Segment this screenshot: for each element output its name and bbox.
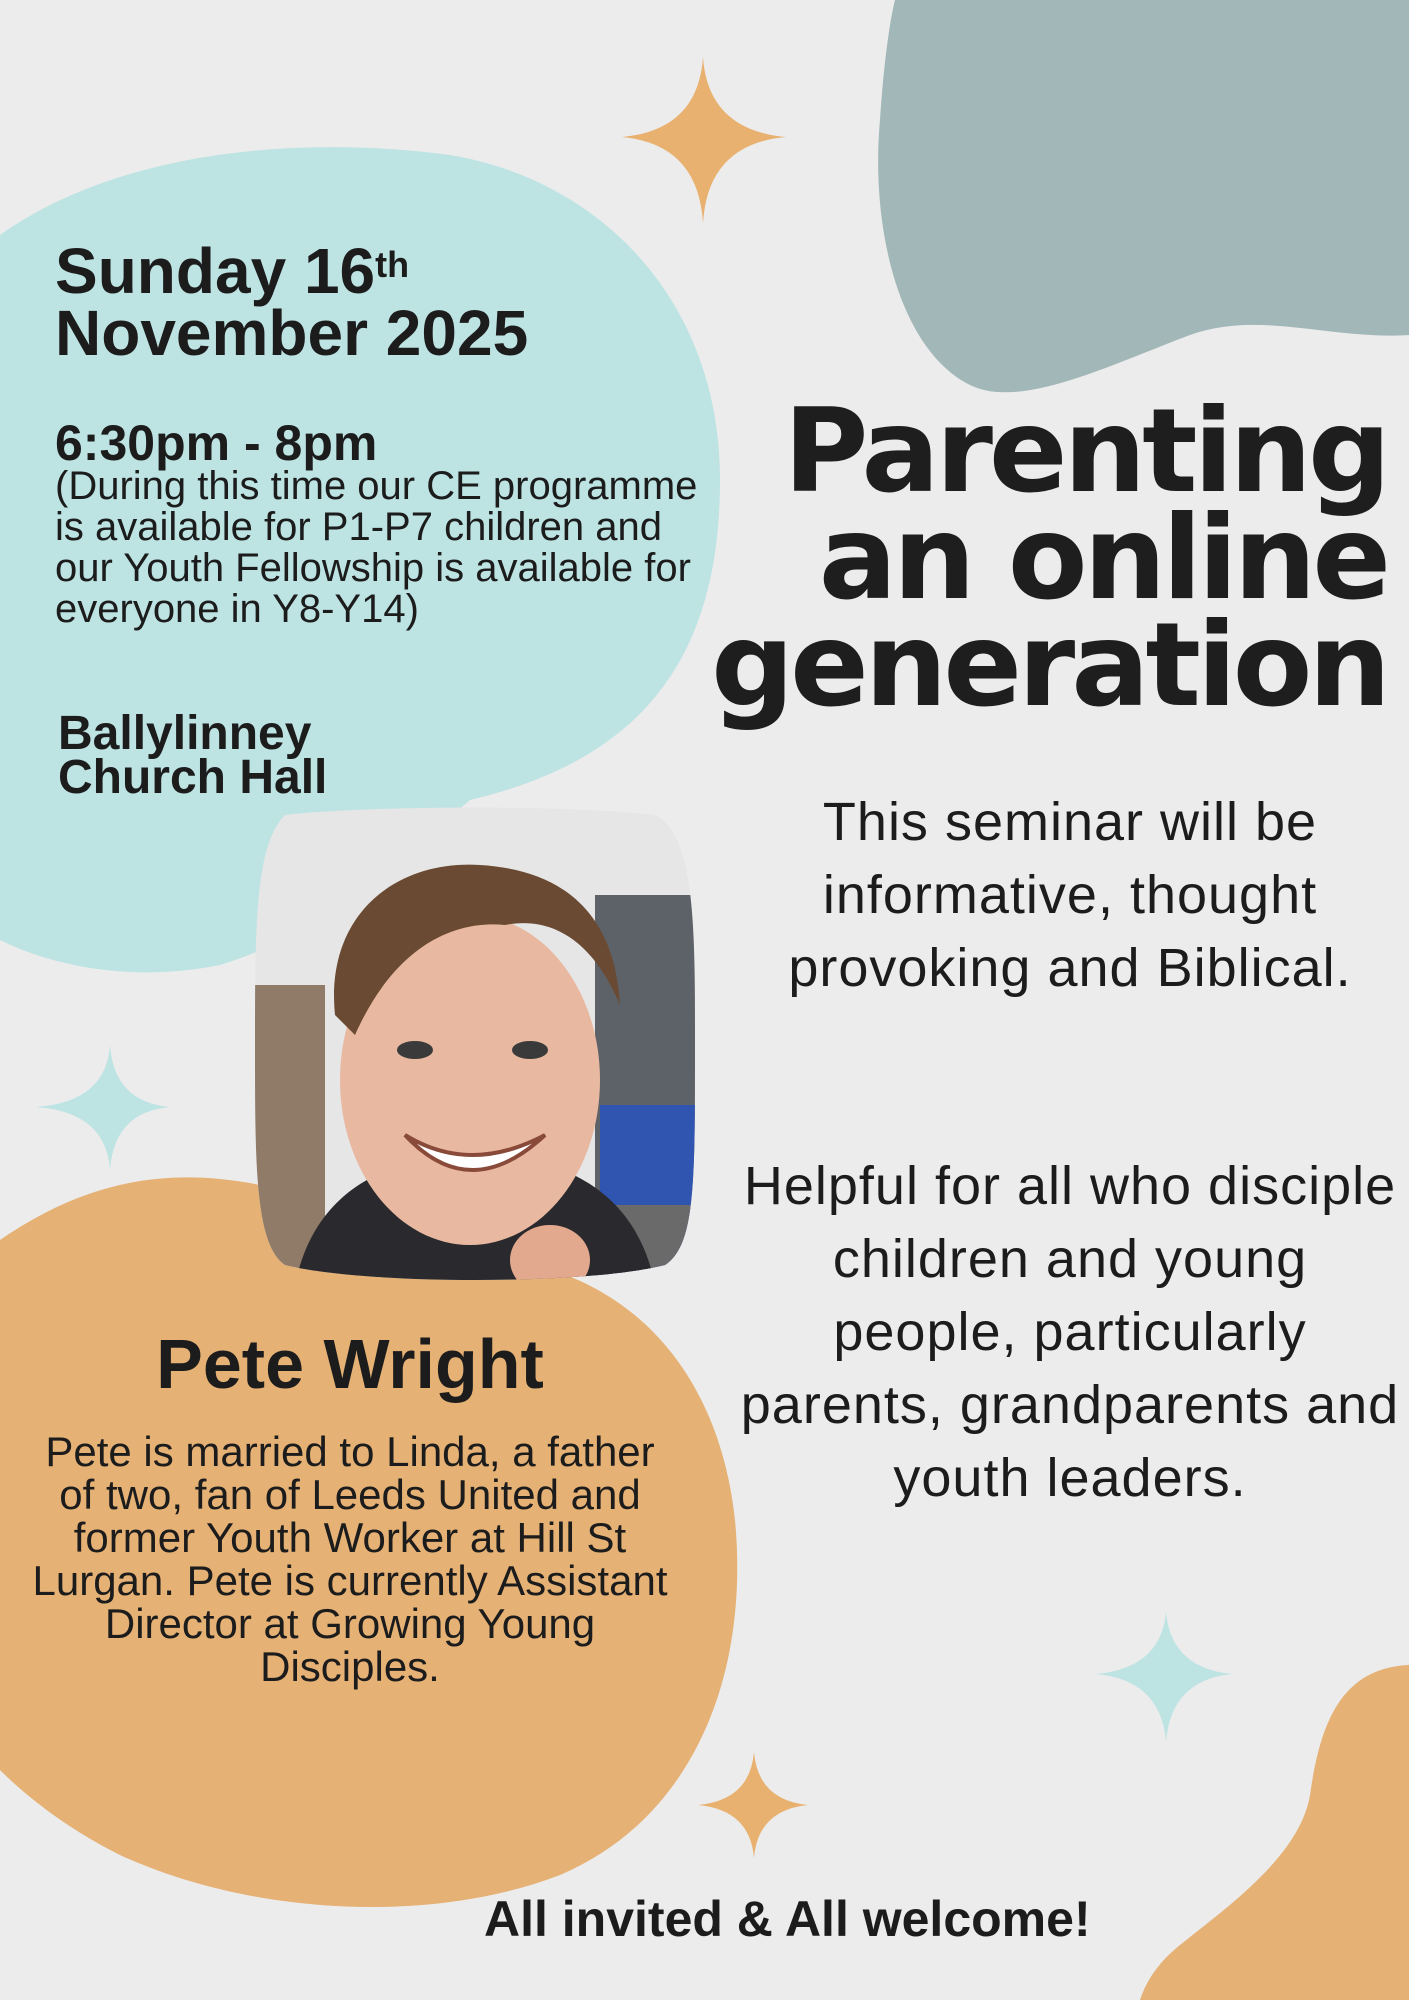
title-line2: an online: [818, 491, 1387, 626]
speaker-name: Pete Wright: [156, 1325, 544, 1403]
sparkle-icon: [622, 57, 786, 223]
title-line1: Parenting: [783, 384, 1387, 519]
venue-line2: Church Hall: [58, 751, 328, 804]
description-paragraph-1: This seminar will be informative, thought provoking and Biblical.: [788, 792, 1352, 998]
date-line1: Sunday 16: [55, 235, 376, 307]
sparkle-icon: [1096, 1612, 1232, 1742]
date-suffix: th: [375, 244, 410, 285]
footer-invite: All invited & All welcome!: [484, 1891, 1091, 1947]
description-paragraph-2: Helpful for all who disciple children and young people, particularly parents, grandparents and youth leaders.: [740, 1156, 1400, 1508]
speaker-bio: Pete is married to Linda, a father of two, fan of Leeds United and former Youth Worker at Hill St Lurgan. Pete is currently Assistant Director at Growing Young Disciples.: [32, 1428, 668, 1690]
orange-blob-right: [1140, 1665, 1409, 2000]
venue-line1: Ballylinney: [58, 707, 312, 760]
date-line2: November 2025: [55, 297, 529, 369]
sparkle-icon: [36, 1045, 170, 1170]
event-time: 6:30pm - 8pm: [55, 415, 378, 471]
event-venue: [58, 707, 328, 804]
title-line3: generation: [711, 598, 1387, 733]
speaker-photo: [255, 805, 695, 1285]
sparkle-icon: [698, 1752, 808, 1858]
event-time-note: (During this time our CE programme is available for P1-P7 children and our Youth Fellowship is available for everyone in Y8-Y14): [55, 464, 698, 631]
event-date: [55, 235, 529, 369]
poster-title: [667, 384, 1387, 733]
slate-blob: [878, 0, 1409, 392]
